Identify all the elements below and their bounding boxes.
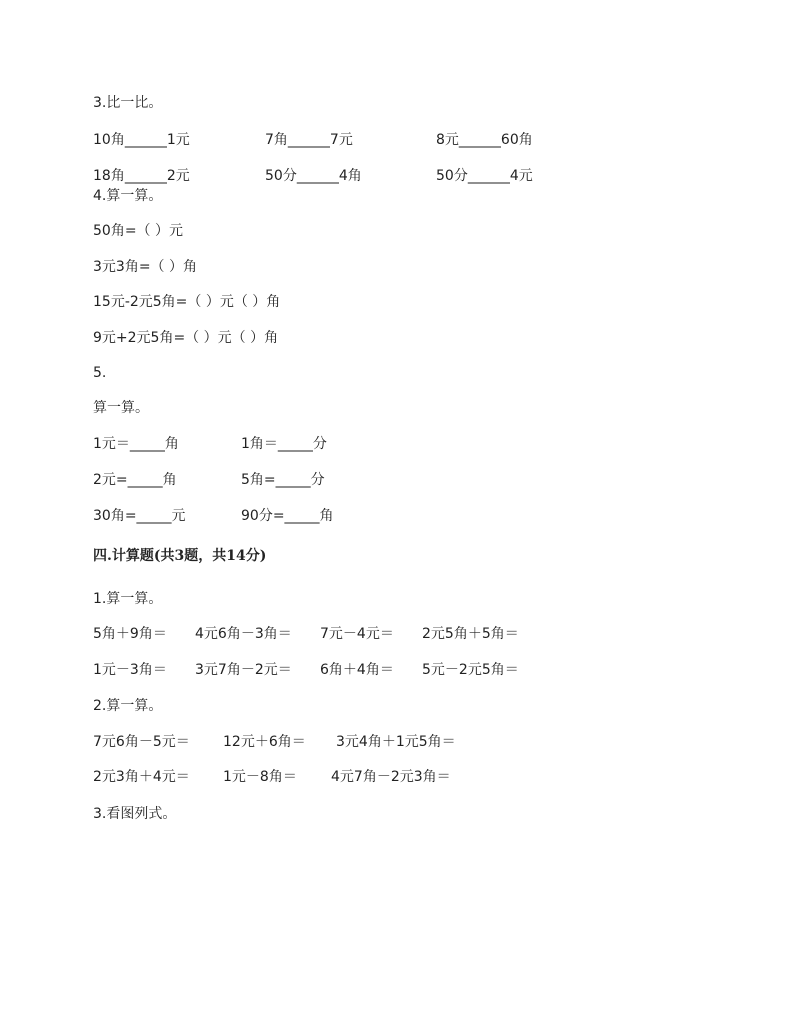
- conversion-item: 1角＝_____分: [241, 436, 327, 452]
- question-4-item: 50角=（ ）元: [93, 223, 183, 239]
- question-4-title: 4.算一算。: [93, 188, 163, 204]
- calc-item: 2元5角＋5角＝: [422, 626, 519, 642]
- compare-item: 50分______4元: [436, 168, 533, 184]
- conversion-item: 30角=_____元: [93, 508, 186, 524]
- question-3-row-2: [0, 167, 794, 185]
- compare-item: 8元______60角: [436, 132, 533, 148]
- calc-item: 3元7角－2元＝: [195, 662, 292, 678]
- conversion-item: 2元=_____角: [93, 472, 177, 488]
- calc-item: 4元7角－2元3角＝: [331, 769, 451, 785]
- calc-item: 4元6角－3角＝: [195, 626, 292, 642]
- question-4-item: 15元-2元5角=（ ）元（ ）角: [93, 294, 281, 310]
- calc-item: 1元－8角＝: [223, 769, 297, 785]
- compare-item: 7角______7元: [265, 132, 353, 148]
- section-4-question-3-title: 3.看图列式。: [93, 806, 177, 822]
- calc-item: 5元－2元5角＝: [422, 662, 519, 678]
- calc-item: 5角＋9角＝: [93, 626, 167, 642]
- calc-item: 7元6角－5元＝: [93, 734, 190, 750]
- question-5-title: 算一算。: [93, 400, 149, 416]
- section-4-question-2-row-2: [0, 768, 794, 786]
- section-4-question-2-row-1: [0, 733, 794, 751]
- section-4-question-1-row-1: [0, 625, 794, 643]
- calc-item: 1元－3角＝: [93, 662, 167, 678]
- question-5-row-1: [0, 435, 794, 453]
- question-3-title: 3.比一比。: [93, 95, 163, 111]
- question-5-row-3: [0, 507, 794, 525]
- section-4-question-2-title: 2.算一算。: [93, 698, 163, 714]
- question-5-row-2: [0, 471, 794, 489]
- question-5-number: 5.: [93, 365, 107, 381]
- question-4-item: 3元3角=（ ）角: [93, 259, 197, 275]
- compare-item: 50分______4角: [265, 168, 362, 184]
- calc-item: 6角＋4角＝: [320, 662, 394, 678]
- section-4-heading: 四.计算题(共3题，共14分): [93, 548, 267, 564]
- section-4-question-1-title: 1.算一算。: [93, 591, 163, 607]
- calc-item: 2元3角＋4元＝: [93, 769, 190, 785]
- calc-item: 12元＋6角＝: [223, 734, 306, 750]
- conversion-item: 5角=_____分: [241, 472, 325, 488]
- section-4-question-1-row-2: [0, 661, 794, 679]
- calc-item: 7元－4元＝: [320, 626, 394, 642]
- compare-item: 18角______2元: [93, 168, 190, 184]
- conversion-item: 1元＝_____角: [93, 436, 179, 452]
- compare-item: 10角______1元: [93, 132, 190, 148]
- calc-item: 3元4角＋1元5角＝: [336, 734, 456, 750]
- question-4-item: 9元+2元5角=（ ）元（ ）角: [93, 330, 279, 346]
- conversion-item: 90分=_____角: [241, 508, 334, 524]
- question-3-row-1: [0, 131, 794, 149]
